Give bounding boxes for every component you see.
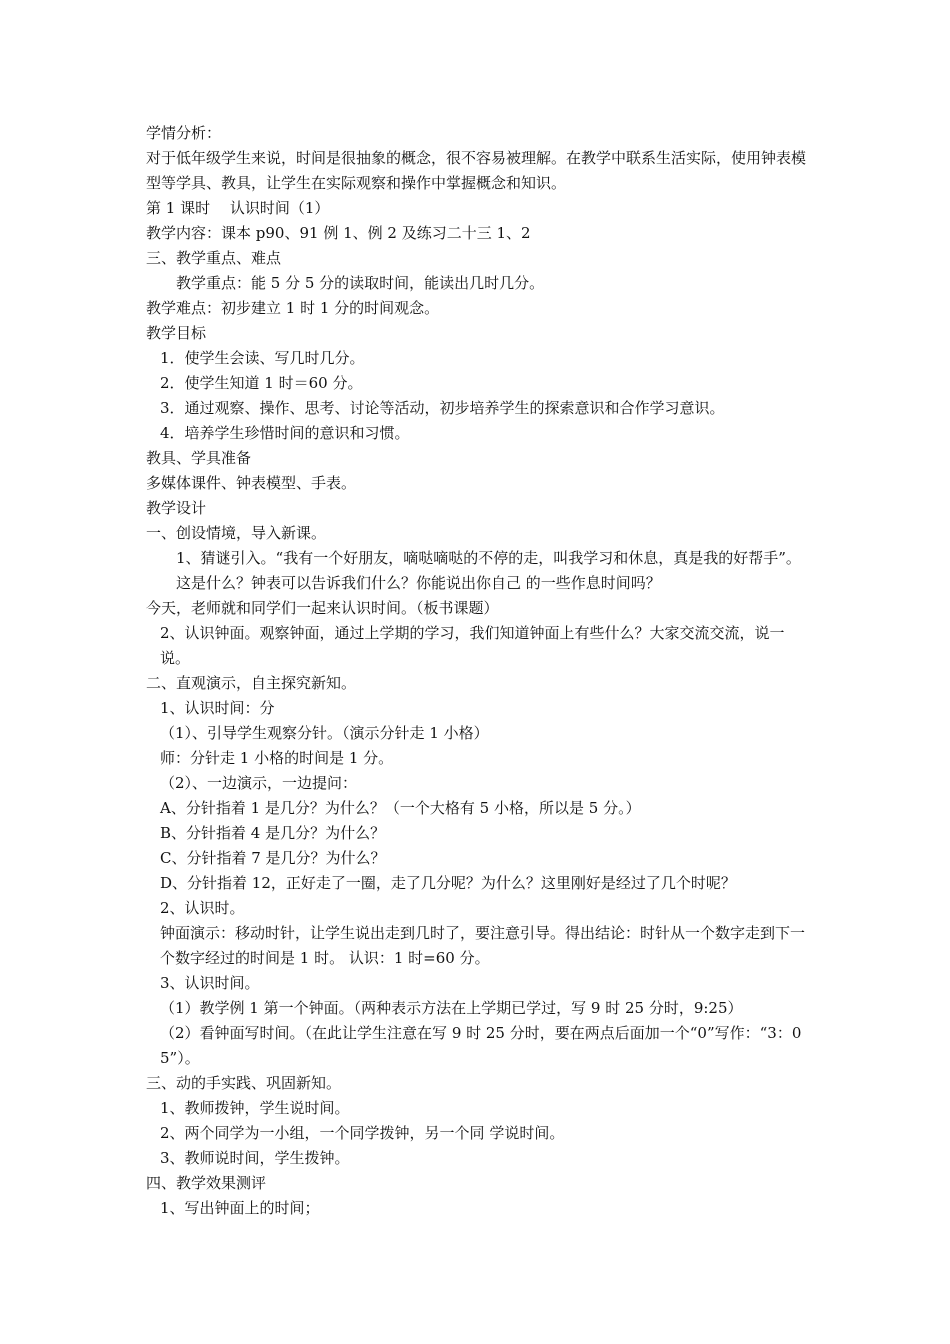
text-line: A、分针指着 1 是几分？为什么？（一个大格有 5 小格，所以是 5 分。） — [160, 799, 641, 817]
text-line: 师：分针走 1 小格的时间是 1 分。 — [160, 749, 394, 767]
text-line: 1、认识时间：分 — [160, 699, 275, 717]
text-line: 1．使学生会读、写几时几分。 — [160, 349, 365, 367]
text-line: 教具、学具准备 — [146, 449, 252, 467]
text-line: 教学难点：初步建立 1 时 1 分的时间观念。 — [146, 299, 440, 317]
text-line: 2、两个同学为一小组，一个同学拨钟，另一个同 学说时间。 — [160, 1124, 565, 1142]
text-line: B、分针指着 4 是几分？为什么？ — [160, 824, 386, 842]
text-line: 三、教学重点、难点 — [146, 249, 282, 267]
text-line: 教学目标 — [146, 324, 207, 342]
text-line: 2、认识钟面。观察钟面，通过上学期的学习，我们知道钟面上有些什么？大家交流交流，说一说。 — [160, 624, 785, 667]
text-line: 1、猜谜引入。“我有一个好朋友，嘀哒嘀哒的不停的走，叫我学习和休息，真是我的好帮手”。这是什么？钟表可以告诉我们什么？你能说出你自己 的一些作息时间吗？ — [176, 549, 801, 592]
text-line: 2、认识时。 — [160, 899, 245, 917]
text-line: 对于低年级学生来说，时间是很抽象的概念，很不容易被理解。在教学中联系生活实际，使用钟表模型等学具、教具，让学生在实际观察和操作中掌握概念和知识。 — [146, 149, 807, 192]
text-line: （2）、一边演示，一边提问： — [160, 774, 358, 792]
text-line: 教学设计 — [146, 499, 207, 517]
text-line: 今天，老师就和同学们一起来认识时间。（板书课题） — [146, 599, 499, 617]
text-line: 第 1 课时 认识时间（1） — [146, 199, 330, 217]
text-line: 学情分析： — [146, 124, 222, 142]
text-line: 钟面演示：移动时针，让学生说出走到几时了，要注意引导。得出结论：时针从一个数字走到下一个数字经过的时间是 1 时。 认识：1 时=60 分。 — [160, 924, 806, 967]
text-line: 教学重点：能 5 分 5 分的读取时间，能读出几时几分。 — [176, 274, 545, 292]
text-line: 三、动的手实践、巩固新知。 — [146, 1074, 342, 1092]
text-line: 四、教学效果测评 — [146, 1174, 267, 1192]
text-line: C、分针指着 7 是几分？为什么？ — [160, 849, 386, 867]
text-line: （2）看钟面写时间。（在此让学生注意在写 9 时 25 分时，要在两点后面加一个“0”写作：“3：05”）。 — [160, 1024, 802, 1067]
text-line: 3．通过观察、操作、思考、讨论等活动，初步培养学生的探索意识和合作学习意识。 — [160, 399, 725, 417]
text-line: 4．培养学生珍惜时间的意识和习惯。 — [160, 424, 410, 442]
text-line: 教学内容：课本 p90、91 例 1、例 2 及练习二十三 1、2 — [146, 224, 531, 242]
text-line: 二、直观演示，自主探究新知。 — [146, 674, 357, 692]
text-line: D、分针指着 12，正好走了一圈，走了几分呢？为什么？这里刚好是经过了几个时呢？ — [160, 874, 736, 892]
text-line: 2．使学生知道 1 时＝60 分。 — [160, 374, 363, 392]
text-line: 一、创设情境，导入新课。 — [146, 524, 327, 542]
text-line: 1、教师拨钟，学生说时间。 — [160, 1099, 350, 1117]
text-line: 3、教师说时间，学生拨钟。 — [160, 1149, 350, 1167]
text-line: （1）教学例 1 第一个钟面。（两种表示方法在上学期已学过，写 9 时 25 分时，9:25） — [160, 999, 743, 1017]
text-line: 多媒体课件、钟表模型、手表。 — [146, 474, 357, 492]
text-line: 3、认识时间。 — [160, 974, 260, 992]
text-line: 1、写出钟面上的时间； — [160, 1199, 320, 1217]
document-body — [146, 121, 808, 1221]
text-line: （1）、引导学生观察分针。（演示分针走 1 小格） — [160, 724, 489, 742]
